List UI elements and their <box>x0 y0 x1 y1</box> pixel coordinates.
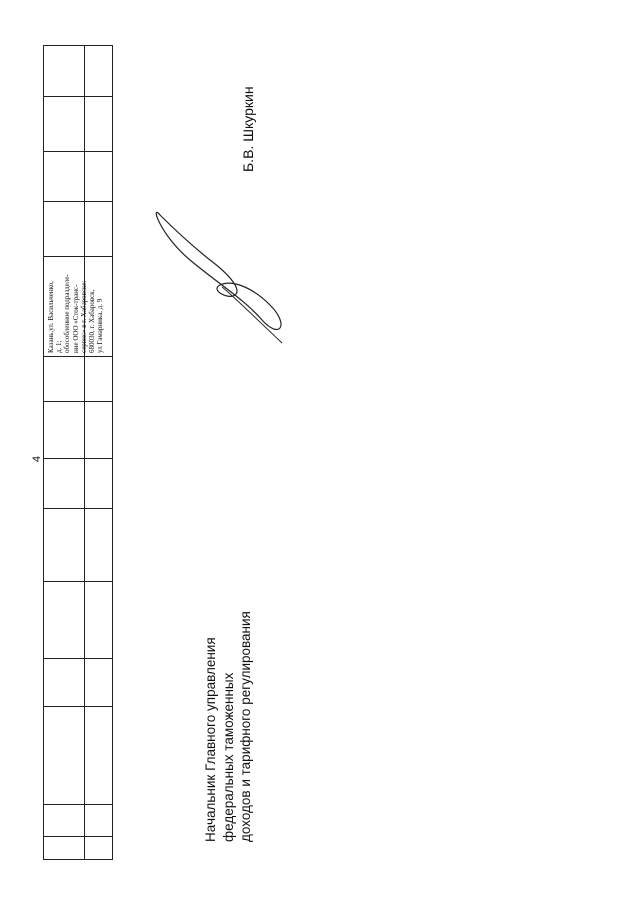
table-row-line <box>44 458 112 459</box>
table-row-line <box>44 836 112 837</box>
signatory-title <box>202 611 255 842</box>
title-line: федеральных таможенных <box>220 672 236 842</box>
signatory-name: Б.В. Шкуркин <box>240 86 256 172</box>
cell-line: сервис» в г. Хабаровске: <box>79 280 88 353</box>
table-row-line <box>44 658 112 659</box>
page-number: 4 <box>31 455 43 463</box>
table-row-line <box>44 356 112 357</box>
title-line: Начальник Главного управления <box>203 637 218 842</box>
table-row-line <box>44 96 112 97</box>
table-row-line <box>44 151 112 152</box>
table-column-divider <box>84 46 85 859</box>
table-row-line <box>44 201 112 202</box>
cell-line: обособленное подразделе- <box>63 274 72 353</box>
table-row-line <box>44 706 112 707</box>
table-cell-address <box>47 253 104 353</box>
table-row-line <box>44 401 112 402</box>
cell-line: ние ООО «Сток-транс- <box>71 284 80 353</box>
data-table <box>43 45 113 860</box>
title-line: доходов и тарифного регулирования <box>238 611 253 842</box>
cell-line: ул Гамарника, д. 9 <box>96 298 105 353</box>
cell-line: д. 1; <box>55 340 64 353</box>
cell-line: 680030, г. Хабаровск, <box>88 289 97 353</box>
cell-line: Казань,ул. Васильченко, <box>47 281 55 353</box>
handwritten-signature <box>150 205 290 345</box>
table-row-line <box>44 581 112 582</box>
table-row-line <box>44 508 112 509</box>
table-row-line <box>44 804 112 805</box>
